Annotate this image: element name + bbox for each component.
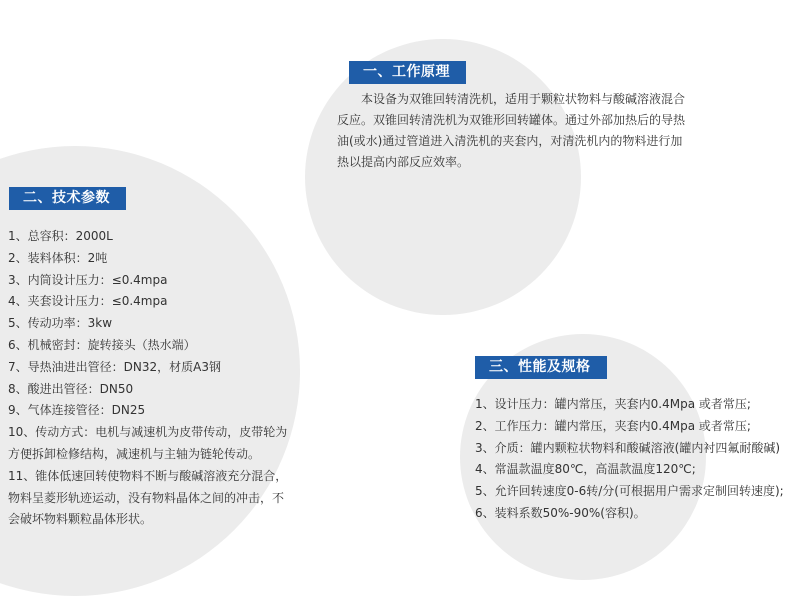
list-item: 10、传动方式：电机与减速机为皮带传动，皮带轮为方便拆卸检修结构，减速机与主轴为链轮传动。 bbox=[8, 425, 288, 461]
list-item: 5、传动功率：3kw bbox=[8, 316, 113, 331]
list-item: 1、总容积：2000L bbox=[8, 229, 113, 243]
section-title-technical-parameters: 二、技术参数 bbox=[9, 187, 126, 210]
list-item: 11、锥体低速回转使物料不断与酸碱溶液充分混合，物料呈菱形轨迹运动，没有物料晶体之间的冲击，不会破坏物料颗粒晶体形状。 bbox=[8, 468, 288, 527]
section-title-performance-specs: 三、性能及规格 bbox=[475, 356, 607, 379]
technical-parameters-list bbox=[8, 226, 293, 531]
list-item: 1、设计压力：罐内常压，夹套内0.4Mpa 或者常压; bbox=[475, 397, 751, 411]
list-item: 3、介质：罐内颗粒状物料和酸碱溶液(罐内衬四氟耐酸碱) bbox=[475, 440, 781, 455]
list-item: 7、导热油进出管径：DN32，材质A3钢 bbox=[8, 359, 221, 374]
list-item: 9、气体连接管径：DN25 bbox=[8, 403, 146, 418]
performance-specs-list bbox=[475, 394, 785, 525]
working-principle-text: 本设备为双锥回转清洗机，适用于颗粒状物料与酸碱溶液混合反应。双锥回转清洗机为双锥形回转罐体。通过外部加热后的导热油(或水)通过管道进入清洗机的夹套内，对清洗机内的物料进行加热以提高内部反应效率。 bbox=[337, 92, 686, 169]
list-item: 8、酸进出管径：DN50 bbox=[8, 381, 134, 396]
list-item: 4、夹套设计压力：≤0.4mpa bbox=[8, 294, 168, 309]
list-item: 3、内筒设计压力：≤0.4mpa bbox=[8, 272, 168, 287]
section-title-working-principle: 一、工作原理 bbox=[349, 61, 466, 84]
list-item: 5、允许回转速度0-6转/分(可根据用户需求定制回转速度); bbox=[475, 484, 784, 499]
list-item: 4、常温款温度80℃，高温款温度120℃; bbox=[475, 462, 696, 477]
list-item: 2、工作压力：罐内常压，夹套内0.4Mpa 或者常压; bbox=[475, 418, 751, 433]
list-item: 6、装料系数50%-90%(容积)。 bbox=[475, 505, 646, 520]
list-item: 2、装料体积：2吨 bbox=[8, 250, 108, 265]
list-item: 6、机械密封：旋转接头（热水端） bbox=[8, 337, 196, 352]
